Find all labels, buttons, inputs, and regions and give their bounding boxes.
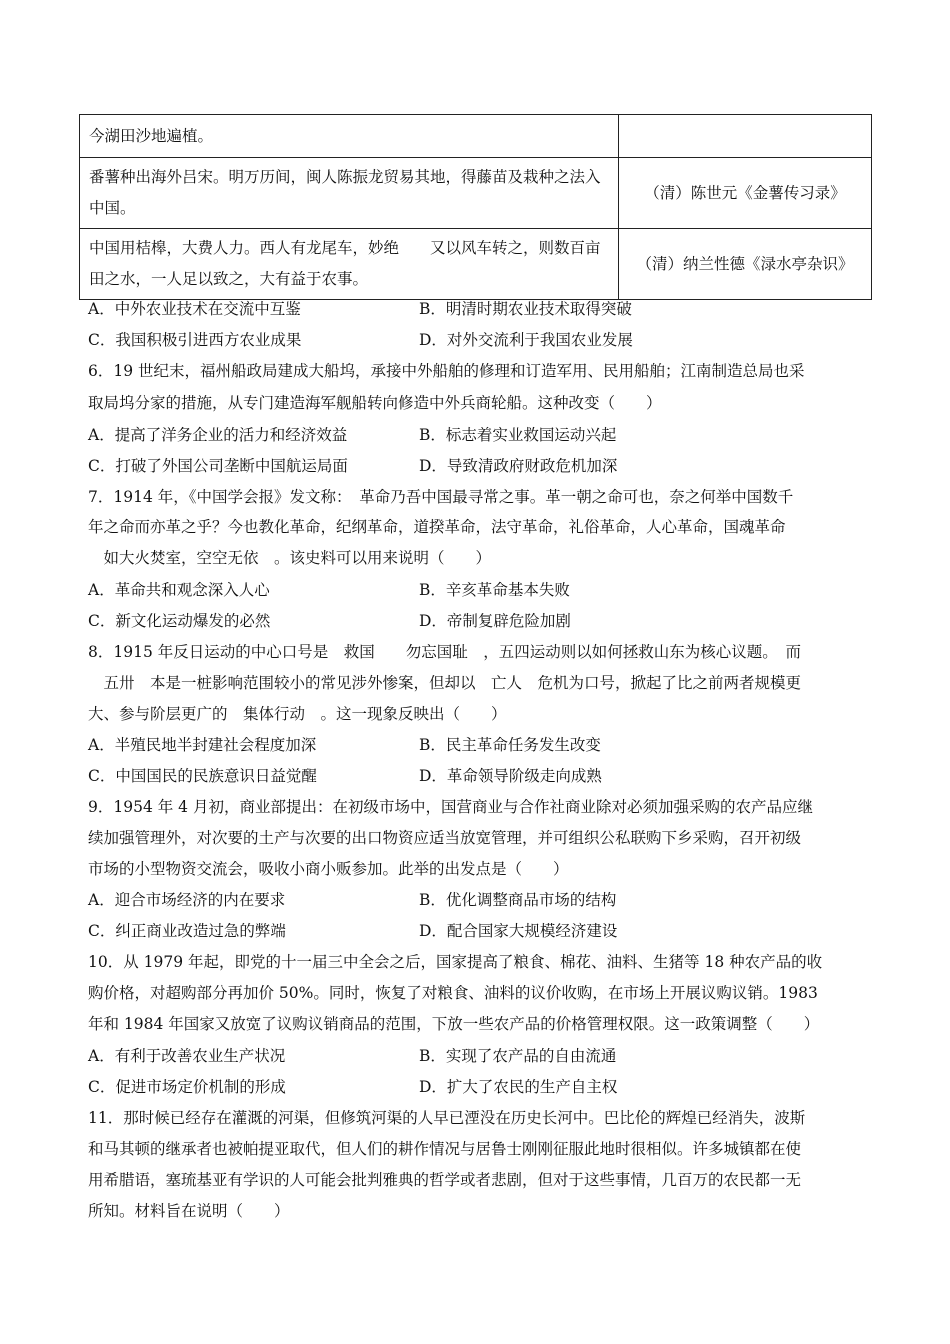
- q11-stem-line: 11．那时候已经存在灌溉的河渠，但修筑河渠的人早已湮没在历史长河中。巴比伦的辉煌已经消失，波斯: [88, 1109, 806, 1127]
- table-row: [80, 229, 872, 300]
- q10-stem-line: 10．从 1979 年起，即党的十一届三中全会之后，国家提高了粮食、棉花、油料、生猪等 18 种农产品的收: [88, 953, 823, 971]
- q8-stem-line: 大、参与阶层更广的 集体行动 。这一现象反映出（ ）: [88, 705, 507, 723]
- q6-option-d[interactable]: D．导致清政府财政危机加深: [419, 457, 618, 475]
- table-cell-text: 今湖田沙地遍植。: [80, 115, 619, 158]
- q9-option-d[interactable]: D．配合国家大规模经济建设: [419, 922, 618, 940]
- source-table: [79, 114, 872, 300]
- q7-option-a[interactable]: A．革命共和观念深入人心: [88, 581, 270, 599]
- q11-stem-line: 用希腊语，塞琉基亚有学识的人可能会批判雅典的哲学或者悲剧，但对于这些事情，几百万的农民都一无: [88, 1171, 802, 1189]
- q8-option-c[interactable]: C．中国国民的民族意识日益觉醒: [88, 767, 317, 785]
- q5-option-c[interactable]: C．我国积极引进西方农业成果: [88, 331, 302, 349]
- q10-stem-line: 购价格，对超购部分再加价 50%。同时，恢复了对粮食、油料的议价收购，在市场上开展议购议销。1983: [88, 984, 818, 1002]
- q6-stem-line: 取局坞分家的措施，从专门建造海军舰船转向修造中外兵商轮船。这种改变（ ）: [88, 394, 662, 412]
- q5-option-d[interactable]: D．对外交流利于我国农业发展: [419, 331, 633, 349]
- table-cell-source: （清）陈世元《金薯传习录》: [619, 158, 872, 229]
- q6-option-b[interactable]: B．标志着实业救国运动兴起: [419, 426, 617, 444]
- table-row: [80, 115, 872, 158]
- q8-stem-line: 五卅 本是一桩影响范围较小的常见涉外惨案，但却以 亡人 危机为口号，掀起了比之前两者规模更: [88, 674, 802, 692]
- q8-stem-line: 8．1915 年反日运动的中心口号是 救国 勿忘国耻 ，五四运动则以如何拯救山东为核心议题。 而: [88, 643, 801, 661]
- table-row: [80, 158, 872, 229]
- q7-stem-line: 如大火焚室，空空无依 。该史料可以用来说明（ ）: [88, 549, 492, 567]
- q8-option-b[interactable]: B．民主革命任务发生改变: [419, 736, 601, 754]
- q5-option-b[interactable]: B．明清时期农业技术取得突破: [419, 300, 632, 318]
- q6-option-a[interactable]: A．提高了洋务企业的活力和经济效益: [88, 426, 348, 444]
- table-cell-text: 中国用桔槔，大费人力。西人有龙尾车，妙绝 又以风车转之，则数百亩田之水，一人足以致之，大有益于农事。: [80, 229, 619, 300]
- q9-stem-line: 市场的小型物资交流会，吸收小商小贩参加。此举的出发点是（ ）: [88, 860, 569, 878]
- q9-option-a[interactable]: A．迎合市场经济的内在要求: [88, 891, 286, 909]
- q7-option-d[interactable]: D．帝制复辟危险加剧: [419, 612, 571, 630]
- q10-option-a[interactable]: A．有利于改善农业生产状况: [88, 1047, 286, 1065]
- q7-stem-line: 7．1914 年，《中国学会报》发文称： 革命乃吾中国最寻常之事。革一朝之命可也，奈之何举中国数千: [88, 488, 794, 506]
- table-cell-source: [619, 115, 872, 158]
- q10-stem-line: 年和 1984 年国家又放宽了议购议销商品的范围，下放一些农产品的价格管理权限。这一政策调整（ ）: [88, 1015, 820, 1033]
- q9-option-c[interactable]: C．纠正商业改造过急的弊端: [88, 922, 286, 940]
- q8-option-d[interactable]: D．革命领导阶级走向成熟: [419, 767, 602, 785]
- q5-option-a[interactable]: A．中外农业技术在交流中互鉴: [88, 300, 301, 318]
- q8-option-a[interactable]: A．半殖民地半封建社会程度加深: [88, 736, 317, 754]
- q7-option-b[interactable]: B．辛亥革命基本失败: [419, 581, 570, 599]
- q11-stem-line: 所知。材料旨在说明（ ）: [88, 1202, 290, 1220]
- q6-option-c[interactable]: C．打破了外国公司垄断中国航运局面: [88, 457, 348, 475]
- q10-option-c[interactable]: C．促进市场定价机制的形成: [88, 1078, 286, 1096]
- q10-option-b[interactable]: B．实现了农产品的自由流通: [419, 1047, 617, 1065]
- q9-stem-line: 9．1954 年 4 月初，商业部提出：在初级市场中，国营商业与合作社商业除对必须加强采购的农产品应继: [88, 798, 813, 816]
- table-cell-source: （清）纳兰性德《渌水亭杂识》: [619, 229, 872, 300]
- q10-option-d[interactable]: D．扩大了农民的生产自主权: [419, 1078, 618, 1096]
- q9-stem-line: 续加强管理外，对次要的土产与次要的出口物资应适当放宽管理，并可组织公私联购下乡采购，召开初级: [88, 829, 802, 847]
- table-cell-text: 番薯种出海外吕宋。明万历间，闽人陈振龙贸易其地，得藤苗及栽种之法入中国。: [80, 158, 619, 229]
- q7-option-c[interactable]: C．新文化运动爆发的必然: [88, 612, 271, 630]
- q6-stem-line: 6．19 世纪末，福州船政局建成大船坞，承接中外船舶的修理和订造军用、民用船舶；江南制造总局也采: [88, 362, 805, 380]
- q9-option-b[interactable]: B．优化调整商品市场的结构: [419, 891, 617, 909]
- q11-stem-line: 和马其顿的继承者也被帕提亚取代，但人们的耕作情况与居鲁士刚刚征服此地时很相似。许多城镇都在使: [88, 1140, 802, 1158]
- q7-stem-line: 年之命而亦革之乎？今也教化革命，纪纲革命，道揆革命，法守革命，礼俗革命，人心革命，国魂革命: [88, 518, 786, 536]
